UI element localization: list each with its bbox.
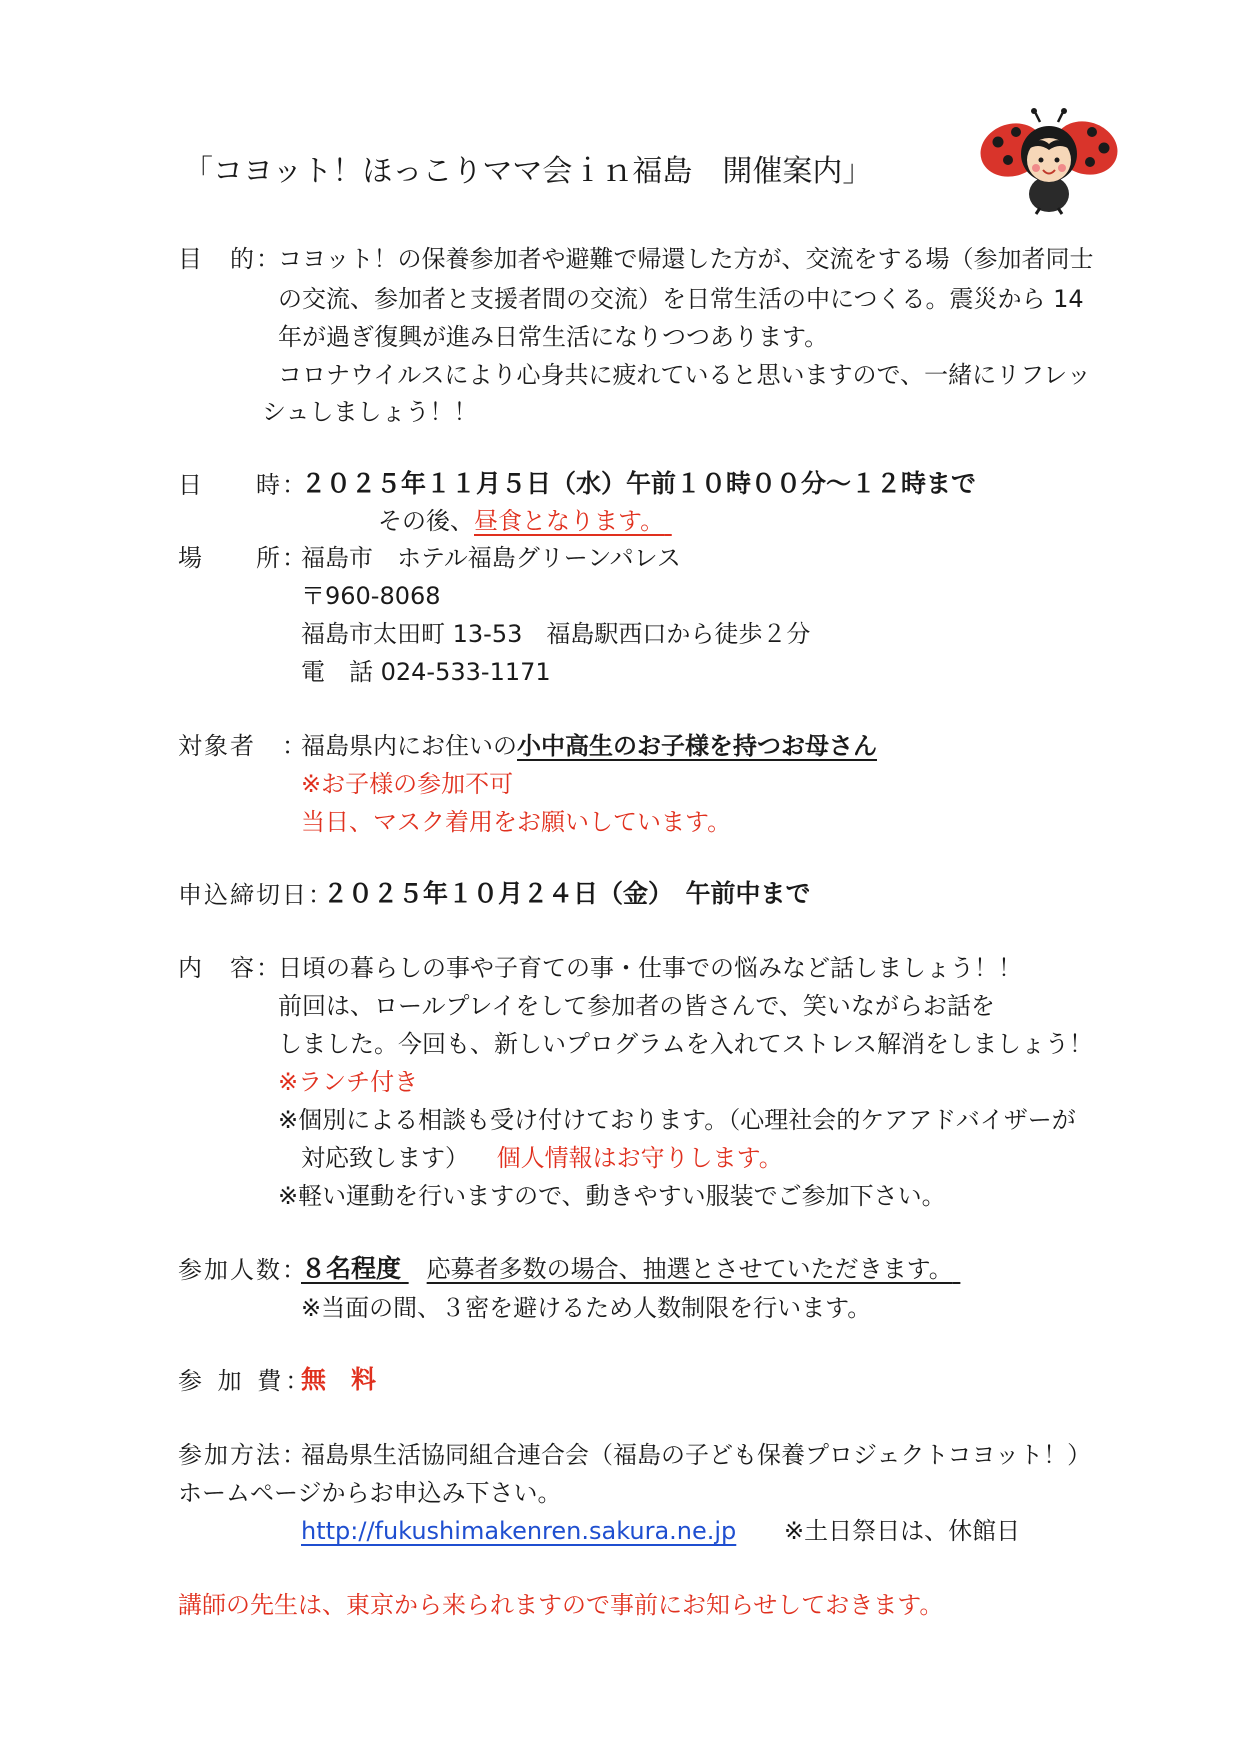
purpose-label: 目 的：: [178, 245, 282, 273]
target-prefix: 福島県内にお住いの: [301, 732, 517, 760]
datetime-value: ２０２５年１１月５日（水）午前１０時００分～１２時まで: [301, 469, 977, 498]
content-privacy: 個人情報はお守りします。: [496, 1144, 783, 1172]
target-note-mask: 当日、マスク着用をお願いしています。: [301, 808, 732, 836]
place-venue: 福島市 ホテル福島グリーンパレス: [301, 544, 681, 572]
method-label: 参加方法：: [178, 1441, 308, 1469]
content-lunch: ※ランチ付き: [278, 1068, 419, 1096]
participants-label: 参加人数：: [178, 1256, 308, 1284]
purpose-line: コロナウイルスにより心身共に疲れていると思いますので、一緒にリフレッ: [278, 361, 1091, 389]
purpose-line: の交流、参加者と支援者間の交流）を日常生活の中につくる。震災から 14: [278, 285, 1084, 313]
method-line: ホームページからお申込み下さい。: [178, 1479, 562, 1507]
datetime-label: 日 時：: [178, 471, 308, 499]
target-note-children: ※お子様の参加不可: [301, 770, 514, 798]
participants-limit: ※当面の間、３密を避けるため人数制限を行います。: [301, 1294, 872, 1322]
page-title: 「コヨット！ほっこりママ会ｉｎ福島 開催案内」: [183, 154, 873, 189]
participants-line: [301, 1254, 960, 1284]
content-line: しました。今回も、新しいプログラムを入れてストレス解消をしましょう！: [278, 1030, 1094, 1058]
datetime-after-prefix: その後、: [378, 507, 474, 535]
fee-label: 参 加 費：: [178, 1367, 314, 1395]
place-address: 福島市太田町 13-53 福島駅西口から徒歩２分: [301, 620, 811, 648]
place-label: 場 所：: [178, 544, 308, 572]
content-label: 内 容：: [178, 954, 282, 982]
purpose-line: 年が過ぎ復興が進み日常生活になりつつあります。: [278, 323, 829, 351]
homepage-link[interactable]: http://fukushimakenren.sakura.ne.jp: [301, 1517, 737, 1545]
purpose-line: シュしましょう！！: [262, 398, 478, 426]
content-consult-cont: [301, 1144, 783, 1173]
content-consult: ※個別による相談も受け付けております。（心理社会的ケアアドバイザーが: [278, 1106, 1076, 1134]
fee-value: 無 料: [301, 1365, 377, 1394]
target-emphasis: 小中高生のお子様を持つお母さん: [517, 732, 877, 760]
ladybug-icon: [980, 108, 1118, 214]
purpose-line: コヨット！の保養参加者や避難で帰還した方が、交流をする場（参加者同士: [278, 245, 1094, 273]
content-line: 前回は、ロールプレイをして参加者の皆さんで、笑いながらお話を: [278, 992, 995, 1020]
lunch-notice: 昼食となります。: [474, 507, 665, 535]
participants-count: ８名程度: [301, 1254, 402, 1283]
closed-days-note: ※土日祭日は、休館日: [784, 1517, 1021, 1545]
place-postcode: 〒960-8068: [301, 582, 441, 610]
content-consult-end: 対応致します）: [301, 1144, 469, 1172]
method-line: 福島県生活協同組合連合会（福島の子ども保養プロジェクトコヨット！）: [301, 1441, 1092, 1469]
participants-note: 応募者多数の場合、抽選とさせていただきます。: [426, 1255, 953, 1283]
ladybug-illustration: [980, 108, 1118, 216]
target-label: 対象者 ：: [178, 732, 308, 760]
target-line: [301, 732, 877, 761]
footer-note: 講師の先生は、東京から来られますので事前にお知らせしておきます。: [178, 1591, 944, 1619]
datetime-after: [378, 507, 672, 536]
content-line: 日頃の暮らしの事や子育ての事・仕事での悩みなど話しましょう！！: [278, 954, 1022, 982]
place-phone: 電 話 024-533-1171: [301, 658, 551, 686]
deadline-value: ２０２５年１０月２４日（金） 午前中まで: [323, 879, 811, 908]
content-exercise: ※軽い運動を行いますので、動きやすい服装でご参加下さい。: [278, 1182, 946, 1210]
deadline-label: 申込締切日：: [178, 881, 334, 909]
